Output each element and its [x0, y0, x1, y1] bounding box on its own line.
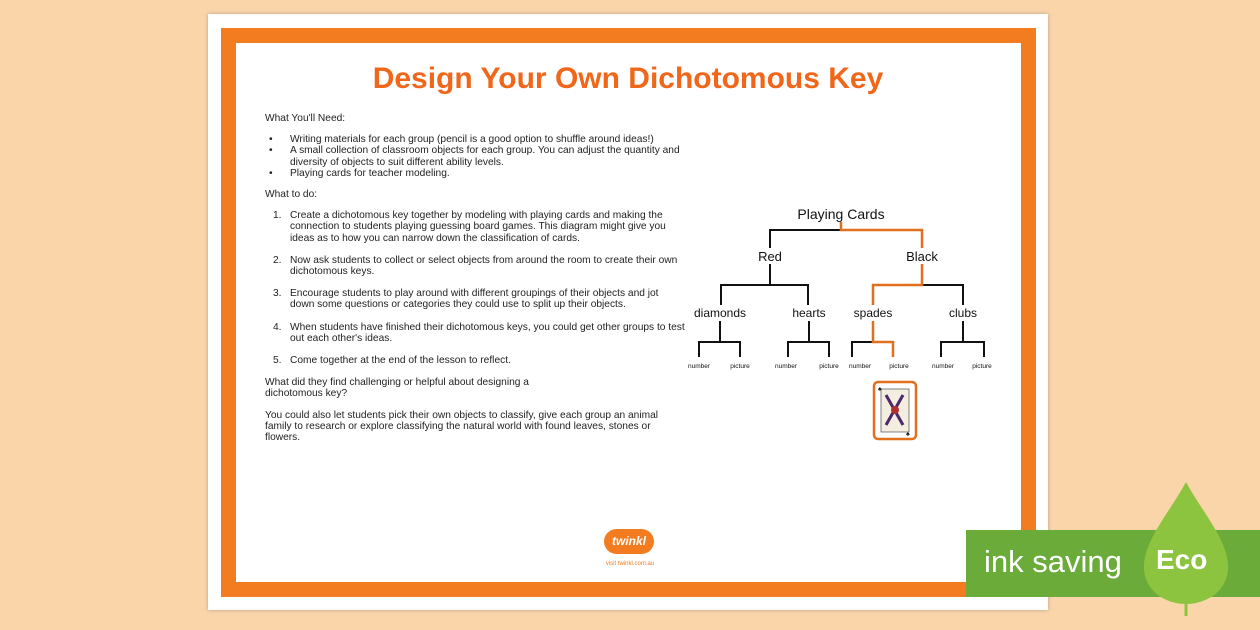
step-text: Create a dichotomous key together by modeling with playing cards and making the connection to students playing guessing board games. This diagram might give you ideas as to how you can narrow down the classification of cards. — [290, 210, 666, 244]
tree-node: Black — [906, 249, 938, 264]
list-item: • Writing materials for each group (pencil is a good option to shuffle around ideas!) — [265, 134, 685, 145]
todo-heading: What to do: — [265, 189, 318, 201]
tree-node: clubs — [948, 306, 978, 320]
svg-text:♠: ♠ — [906, 431, 910, 438]
extension-text: You could also let students pick their own objects to classify, give each group an animal family to research or explore classifying the natural world with found leaves, stones or flowers. — [265, 409, 659, 444]
leaf-label: picture — [889, 363, 909, 370]
step-text: Now ask students to collect or select objects from around the room to create their own dichotomous keys. — [290, 254, 678, 278]
needs-heading: What You'll Need: — [265, 113, 346, 124]
svg-text:♠: ♠ — [878, 386, 882, 393]
branch-line — [770, 230, 841, 248]
tree-node: hearts — [792, 306, 826, 320]
tree-node: diamonds — [693, 306, 747, 320]
eco-badge: Eco — [1156, 544, 1208, 575]
step-text: When students have finished their dichotomous keys, you could get other groups to test out each other's ideas. — [290, 321, 685, 344]
tree-root: Playing Cards — [797, 206, 885, 222]
highlight-path — [873, 264, 922, 305]
step-text: Encourage students to play around with different groupings of their objects and jot down some questions or categories they could use to split up their objects. — [290, 288, 659, 311]
step-number: 3. — [273, 288, 282, 300]
list-item: • A small collection of classroom objects for each group. You can adjust the quantity and diversity of objects to suit different ability levels. — [265, 145, 685, 167]
branch-line — [788, 321, 829, 357]
leaf-label: number — [774, 363, 798, 370]
tree-node: Red — [758, 249, 782, 264]
leaf-label: number — [848, 363, 872, 370]
branch-line — [699, 321, 740, 357]
list-item: • Playing cards for teacher modeling. — [265, 168, 685, 179]
leaf-label: picture — [972, 363, 992, 370]
step-number: 1. — [273, 210, 282, 222]
leaf-label: picture — [819, 363, 839, 370]
queen-of-spades-card-icon — [874, 382, 916, 439]
logo-url: visit twinkl.com.au — [605, 561, 655, 567]
branch-line — [941, 321, 984, 357]
step-number: 4. — [273, 321, 282, 333]
step-text: Come together at the end of the lesson to reflect. — [290, 355, 511, 367]
branch-line — [922, 285, 963, 305]
ink-saving-label: ink saving — [984, 544, 1122, 579]
page-title: Design Your Own Dichotomous Key — [372, 62, 884, 95]
tree-node: spades — [853, 306, 893, 320]
step-number: 5. — [273, 355, 282, 367]
highlight-path — [873, 321, 893, 357]
leaf-label: number — [931, 363, 955, 370]
leaf-label: number — [687, 363, 711, 370]
twinkl-logo: twinkl — [604, 529, 654, 554]
leaf-label: picture — [730, 363, 750, 370]
highlight-path — [841, 222, 922, 248]
branch-line — [852, 342, 873, 357]
step-number: 2. — [273, 254, 282, 266]
reflection-question: What did they find challenging or helpful about designing a dichotomous key? — [265, 377, 529, 400]
branch-line — [721, 264, 808, 305]
